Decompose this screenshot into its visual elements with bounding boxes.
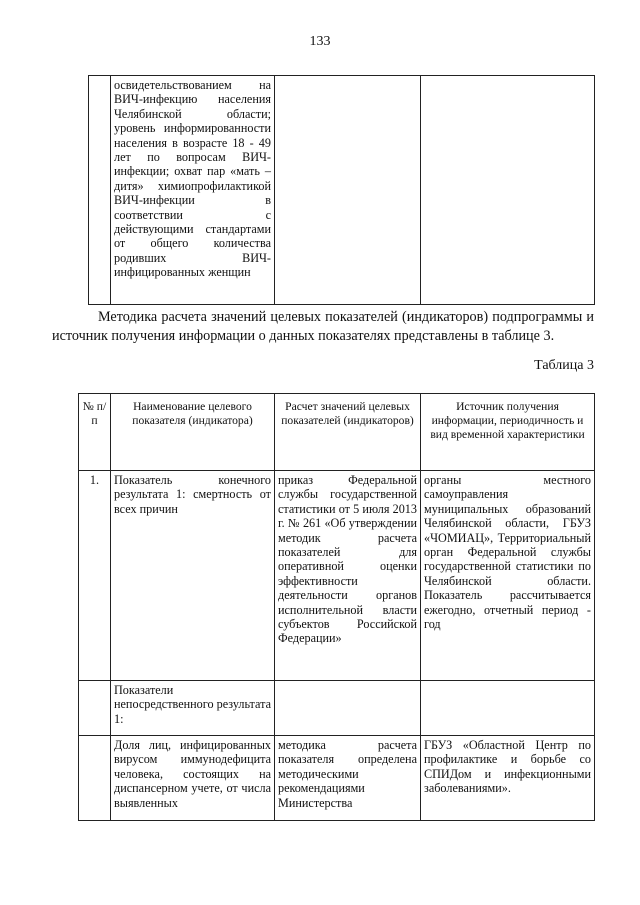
row-source: ГБУЗ «Областной Центр по профилактике и борьбе со СПИДом и инфекционными заболеваниями». [421, 736, 595, 821]
row-num [79, 736, 111, 821]
indicator-text-cell: освидетельствованием на ВИЧ-инфекцию населения Челябинской области; уровень информированности населения в возрасте 18 - 49 лет по вопросам ВИЧ-инфекции; охват пар «мать – дитя» химиопрофилактикой ВИЧ-инфекции в соответствии с действующими стандартами от общего количества родивших ВИЧ-инфицированных женщин [111, 76, 275, 305]
row-name: Показатели непосредственного результата 1: [111, 681, 275, 736]
table-row [79, 471, 595, 681]
table-row [79, 736, 595, 821]
row-source: органы местного самоуправления муниципальных образований Челябинской области, ГБУЗ «ЧОМИАЦ», Территориальный орган Федеральной службы государственной статистики по Челябинской области. Показатель рассчитывается ежегодно, отчетный период - год [421, 471, 595, 681]
row-calc: методика расчета показателя определена методическими рекомендациями Министерства [275, 736, 421, 821]
page-number: 133 [309, 34, 331, 49]
header-calc: Расчет значений целевых показателей (индикаторов) [275, 394, 421, 471]
header-source: Источник получения информации, периодичность и вид временной характеристики [421, 394, 595, 471]
table-cell [275, 76, 421, 305]
row-name: Доля лиц, инфицированных вирусом иммунодефицита человека, состоящих на диспансерном учете, от числа выявленных [111, 736, 275, 821]
table-row [89, 76, 595, 305]
continued-table [88, 75, 595, 305]
row-num [79, 681, 111, 736]
header-num: № п/п [79, 394, 111, 471]
row-calc: приказ Федеральной службы государственной статистики от 5 июля 2013 г. № 261 «Об утверждении методик расчета показателей для оперативной оценки эффективности деятельности органов исполнительной власти субъектов Российской Федерации» [275, 471, 421, 681]
table-row [79, 681, 595, 736]
header-row [79, 394, 595, 471]
body-paragraph: Методика расчета значений целевых показателей (индикаторов) подпрограммы и источник получения информации о данных показателях представлены в таблице 3. [52, 309, 594, 344]
row-calc [275, 681, 421, 736]
header-name: Наименование целевого показателя (индикатора) [111, 394, 275, 471]
table-cell [89, 76, 111, 305]
table-cell [421, 76, 595, 305]
row-num: 1. [79, 471, 111, 681]
row-name: Показатель конечного результата 1: смертность от всех причин [111, 471, 275, 681]
table-label: Таблица 3 [534, 358, 594, 373]
table-3 [78, 393, 595, 821]
row-source [421, 681, 595, 736]
